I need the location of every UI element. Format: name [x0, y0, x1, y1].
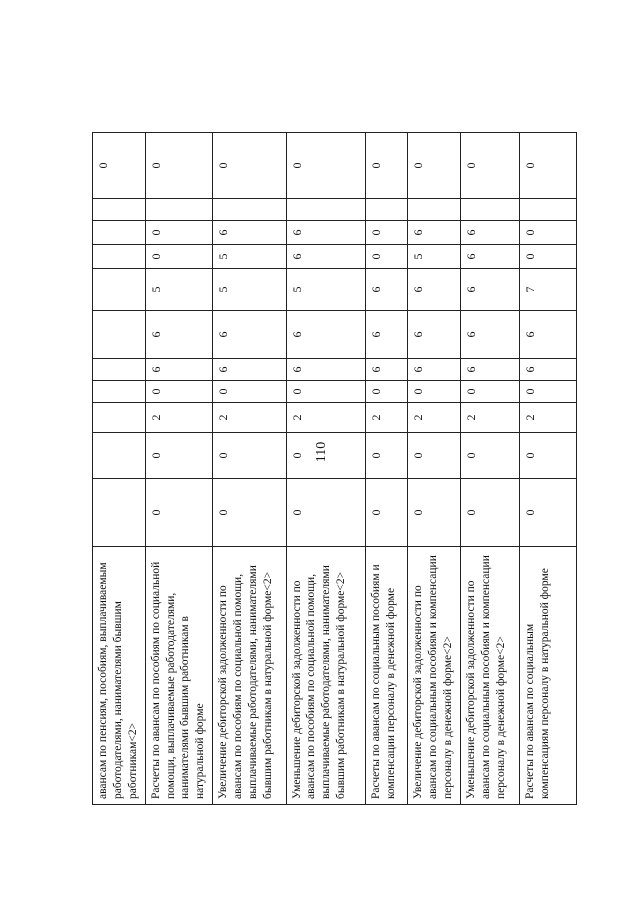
code-cell: 0 [365, 133, 408, 199]
code-cell: 0 [145, 221, 213, 245]
code-cell: 6 [365, 311, 408, 359]
code-cell: 6 [520, 359, 577, 381]
code-cell: 0 [461, 479, 520, 547]
code-cell: 0 [408, 381, 461, 403]
code-cell: 6 [286, 221, 365, 245]
code-cell: 6 [365, 359, 408, 381]
row-label: Расчеты по авансам по пособиям по социальной помощи, выплачиваемые работодателями, нанимателями бывшим работникам в натуральной форме [145, 547, 213, 805]
row-label: авансам по пенсиям, пособиям, выплачиваемым работодателями, нанимателями бывшим работникам<2> [93, 547, 146, 805]
table-row [93, 133, 146, 805]
row-label: Расчеты по авансам по социальным пособиям и компенсации персоналу в денежной форме [365, 547, 408, 805]
code-cell: 6 [286, 311, 365, 359]
code-cell: 0 [520, 381, 577, 403]
table-row [365, 133, 408, 805]
code-cell: 0 [365, 245, 408, 269]
code-cell [93, 199, 146, 221]
rotated-table-wrapper [92, 133, 577, 805]
code-cell [520, 199, 577, 221]
table-row [213, 133, 286, 805]
code-cell: 5 [213, 245, 286, 269]
code-cell [286, 199, 365, 221]
code-cell: 0 [408, 479, 461, 547]
code-cell [93, 269, 146, 311]
code-cell [93, 381, 146, 403]
code-cell: 2 [461, 403, 520, 433]
code-cell: 2 [520, 403, 577, 433]
code-cell: 6 [365, 269, 408, 311]
code-cell: 2 [286, 403, 365, 433]
code-cell: 6 [461, 269, 520, 311]
row-label: Уменьшение дебиторской задолженности по авансам по пособиям по социальной помощи, выплачиваемые работодателями, нанимателями бывшим работникам в натуральной форме<2> [286, 547, 365, 805]
code-cell: 6 [145, 359, 213, 381]
code-cell: 6 [408, 269, 461, 311]
code-cell: 6 [408, 359, 461, 381]
code-cell [145, 199, 213, 221]
code-cell: 0 [286, 381, 365, 403]
code-cell: 5 [286, 269, 365, 311]
code-cell: 6 [461, 245, 520, 269]
row-label: Увеличение дебиторской задолженности по авансам по пособиям по социальной помощи, выплачиваемые работодателями, нанимателями бывшим работникам в натуральной форме<2> [213, 547, 286, 805]
code-cell: 0 [145, 433, 213, 479]
table-row [145, 133, 213, 805]
code-cell: 6 [461, 221, 520, 245]
code-cell: 0 [365, 433, 408, 479]
table-row [520, 133, 577, 805]
code-cell: 0 [520, 433, 577, 479]
code-cell: 0 [213, 433, 286, 479]
code-cell: 0 [145, 133, 213, 199]
code-cell [93, 433, 146, 479]
code-cell: 0 [408, 433, 461, 479]
code-cell: 6 [408, 311, 461, 359]
code-cell: 0 [365, 381, 408, 403]
code-cell: 2 [408, 403, 461, 433]
code-cell [93, 403, 146, 433]
code-cell: 0 [461, 133, 520, 199]
code-cell [213, 199, 286, 221]
code-cell [93, 221, 146, 245]
code-cell: 0 [213, 479, 286, 547]
code-cell: 2 [213, 403, 286, 433]
row-label: Расчеты по авансам по социальным компенсациям персоналу в натуральной форме [520, 547, 577, 805]
code-cell: 0 [286, 479, 365, 547]
code-cell: 0 [145, 381, 213, 403]
code-cell: 2 [365, 403, 408, 433]
code-cell: 6 [213, 311, 286, 359]
code-cell: 5 [145, 269, 213, 311]
code-cell: 0 [145, 245, 213, 269]
code-cell: 0 [461, 433, 520, 479]
code-cell: 6 [461, 311, 520, 359]
code-cell [365, 199, 408, 221]
code-cell [93, 245, 146, 269]
code-cell: 5 [408, 245, 461, 269]
code-cell [461, 199, 520, 221]
code-cell: 0 [365, 479, 408, 547]
table-body [93, 133, 577, 805]
code-cell: 7 [520, 269, 577, 311]
code-cell: 6 [145, 311, 213, 359]
code-cell: 5 [213, 269, 286, 311]
code-cell: 6 [213, 359, 286, 381]
code-cell: 0 [461, 381, 520, 403]
code-cell: 0 [286, 133, 365, 199]
code-cell: 0 [520, 133, 577, 199]
code-cell: 0 [408, 133, 461, 199]
code-cell: 2 [145, 403, 213, 433]
table-row [461, 133, 520, 805]
page-number: 110 [314, 441, 329, 463]
code-cell [93, 311, 146, 359]
code-cell: 6 [461, 359, 520, 381]
code-cell: 0 [520, 479, 577, 547]
table-row [408, 133, 461, 805]
row-label: Увеличение дебиторской задолженности по авансам по социальным пособиям и компенсации персоналу в денежной форме<2> [408, 547, 461, 805]
code-cell [408, 199, 461, 221]
code-cell: 6 [408, 221, 461, 245]
code-cell: 6 [286, 359, 365, 381]
code-cell: 0 [520, 245, 577, 269]
code-cell: 6 [286, 245, 365, 269]
code-cell: 0 [286, 433, 365, 479]
code-cell: 0 [365, 221, 408, 245]
code-cell [93, 359, 146, 381]
row-label: Уменьшение дебиторской задолженности по авансам по социальным пособиям и компенсации персоналу в денежной форме<2> [461, 547, 520, 805]
code-cell: 0 [93, 133, 146, 199]
code-cell: 6 [213, 221, 286, 245]
code-cell [93, 479, 146, 547]
code-cell: 0 [145, 479, 213, 547]
code-cell: 0 [520, 221, 577, 245]
code-cell: 0 [213, 133, 286, 199]
account-codes-table [92, 132, 577, 805]
code-cell: 6 [520, 311, 577, 359]
table-row [286, 133, 365, 805]
code-cell: 0 [213, 381, 286, 403]
